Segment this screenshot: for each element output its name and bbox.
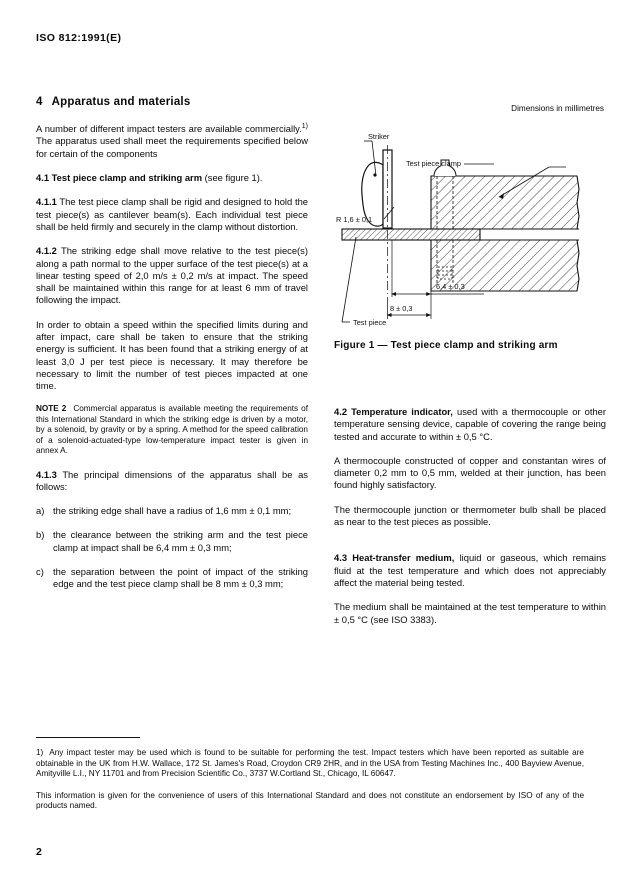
list-item (36, 529, 308, 554)
clause-4-1-3-runin: 4.1.3 (36, 468, 57, 480)
clause-4-1 (36, 172, 308, 184)
list-item-marker: a) (36, 505, 45, 517)
note-2 (36, 404, 308, 456)
clause-4-1-1-runin: 4.1.1 (36, 196, 57, 208)
clause-4-1-1 (36, 196, 308, 233)
clause-4-3 (334, 552, 606, 589)
footnote-1-mark: 1) (36, 748, 44, 757)
medium-paragraph: The medium shall be maintained at the test temperature to within ± 0,5 °C (see ISO 3383). (334, 601, 606, 625)
clearance-label: 6,4 ± 0,3 (436, 282, 465, 291)
list-item (36, 505, 308, 517)
test-piece-label: Test piece (353, 318, 387, 327)
clause-4-2 (334, 406, 606, 443)
test-piece-shape (342, 229, 579, 240)
right-column (334, 406, 606, 638)
clause-4-1-2-text: The striking edge shall move relative to the test piece(s) along a path normal to the upper surface of the test piece(s) at a linear testing speed of 2,0 m/s ± 0,2 m/s at impact. The speed shall be maintained within this range for at least 6 mm of travel following the impact. (36, 245, 308, 306)
running-head: ISO 812:1991(E) (36, 32, 122, 44)
list-item-text: the clearance between the striking arm and the test piece clamp at impact shall be 6,4 mm ± 0,3 mm; (53, 529, 308, 553)
clause-4-2-runin: 4.2 Temperature indicator, (334, 406, 453, 417)
footnote-ref[interactable]: 1) (301, 123, 308, 130)
note-2-text: Commercial apparatus is available meeting the requirements of this International Standard in which the striking edge is driven by a motor, by a solenoid, by gravity or by a spring. A method for the speed calibration of a solenoid-actuated-type low-temperature impact tester is given in annex A. (36, 404, 308, 456)
section-title-text: Apparatus and materials (51, 96, 191, 108)
footnote-1-text: Any impact tester may be used which is found to be suitable for performing the test. Impact testers which have been reported as suitable are obtainable in the UK from H.W. Wallace, 172 St. James's Road, Croydon CR9 2HR, and in the USA from Testing Machines Inc., 400 Bayview Avenue, Amityville L.I., NY 11701 and from Precision Scientific Co., 3737 W.Cortland St., Chicago, IL 60647. (36, 748, 584, 779)
list-item-text: the striking edge shall have a radius of 1,6 mm ± 0,1 mm; (53, 505, 292, 517)
footnote-2: This information is given for the convenience of users of this International Standard and does not constitute an endorsement by ISO of any of the products named. (36, 790, 584, 811)
clause-4-1-runin: 4.1 Test piece clamp and striking arm (36, 172, 203, 184)
figure-1 (334, 104, 610, 334)
clause-4-1-rest: (see figure 1). (202, 172, 263, 184)
figure-1-drawing (334, 119, 610, 334)
test-piece-leader (342, 237, 356, 322)
section-number: 4 (36, 96, 43, 108)
junction-paragraph: The thermocouple junction or thermometer bulb shall be placed as near to the test pieces as possible. (334, 503, 606, 528)
clause-4-1-3-text: The principal dimensions of the apparatus shall be as follows: (36, 468, 308, 492)
list-item-text: the separation between the point of impact of the striking edge and the test piece clamp shall be 8 mm ± 0,3 mm; (53, 565, 308, 590)
footnote-block (36, 748, 584, 823)
clause-4-1-3 (36, 469, 308, 494)
footnote-separator (36, 737, 140, 738)
separation-label: 8 ± 0,3 (390, 304, 413, 313)
radius-label: R 1,6 ± 0,1 (336, 215, 373, 224)
test-piece-clamp-label: Test piece clamp (405, 159, 461, 168)
page-title (36, 96, 308, 108)
clause-4-1-2-runin: 4.1.2 (36, 245, 57, 257)
list-item-marker: b) (36, 529, 45, 541)
intro-paragraph (36, 121, 308, 160)
clause-4-3-text: liquid or gaseous, which remains fluid at the test temperature and which does not appreciably affect the material being tested. (334, 552, 606, 588)
footnote-1 (36, 748, 584, 780)
clause-4-1-2 (36, 245, 308, 306)
page-number: 2 (36, 846, 42, 858)
dimension-list (36, 505, 308, 590)
clause-4-3-runin: 4.3 Heat-transfer medium, (334, 552, 455, 564)
figure-dimensions-note: Dimensions in millimetres (511, 104, 604, 113)
clause-4-1-1-text: The test piece clamp shall be rigid and designed to hold the test piece(s) as cantilever beam(s). Each individual test piece shall be held firmly and securely in the clamp without distortion. (36, 196, 308, 232)
left-column (36, 96, 308, 603)
figure-caption: Figure 1 — Test piece clamp and striking arm (334, 340, 558, 351)
striker-label: Striker (368, 132, 390, 141)
clause-4-2-text: used with a thermocouple or other temperature sensing device, capable of covering the range being tested and accurate to within ± 0,5 °C. (334, 406, 606, 442)
list-item (36, 566, 308, 591)
intro-text-before: A number of different impact testers are available commercially. (36, 123, 302, 135)
note-2-lead: NOTE 2 (36, 404, 67, 414)
speed-paragraph: In order to obtain a speed within the specified limits during and after impact, care shall be taken to ensure that the striking energy is sufficient. It has been found that a striking energy of at least 3,0 J per test piece is necessary. It may therefore be necessary to limit the number of test pieces impacted at one time. (36, 318, 308, 392)
thermocouple-paragraph: A thermocouple constructed of copper and constantan wires of diameter 0,2 mm to 0,5 mm, welded at their junction, has been found highly satisfactory. (334, 454, 606, 491)
list-item-marker: c) (36, 565, 44, 577)
intro-text-after: The apparatus used shall meet the requirements specified below for certain of the components (36, 135, 308, 159)
